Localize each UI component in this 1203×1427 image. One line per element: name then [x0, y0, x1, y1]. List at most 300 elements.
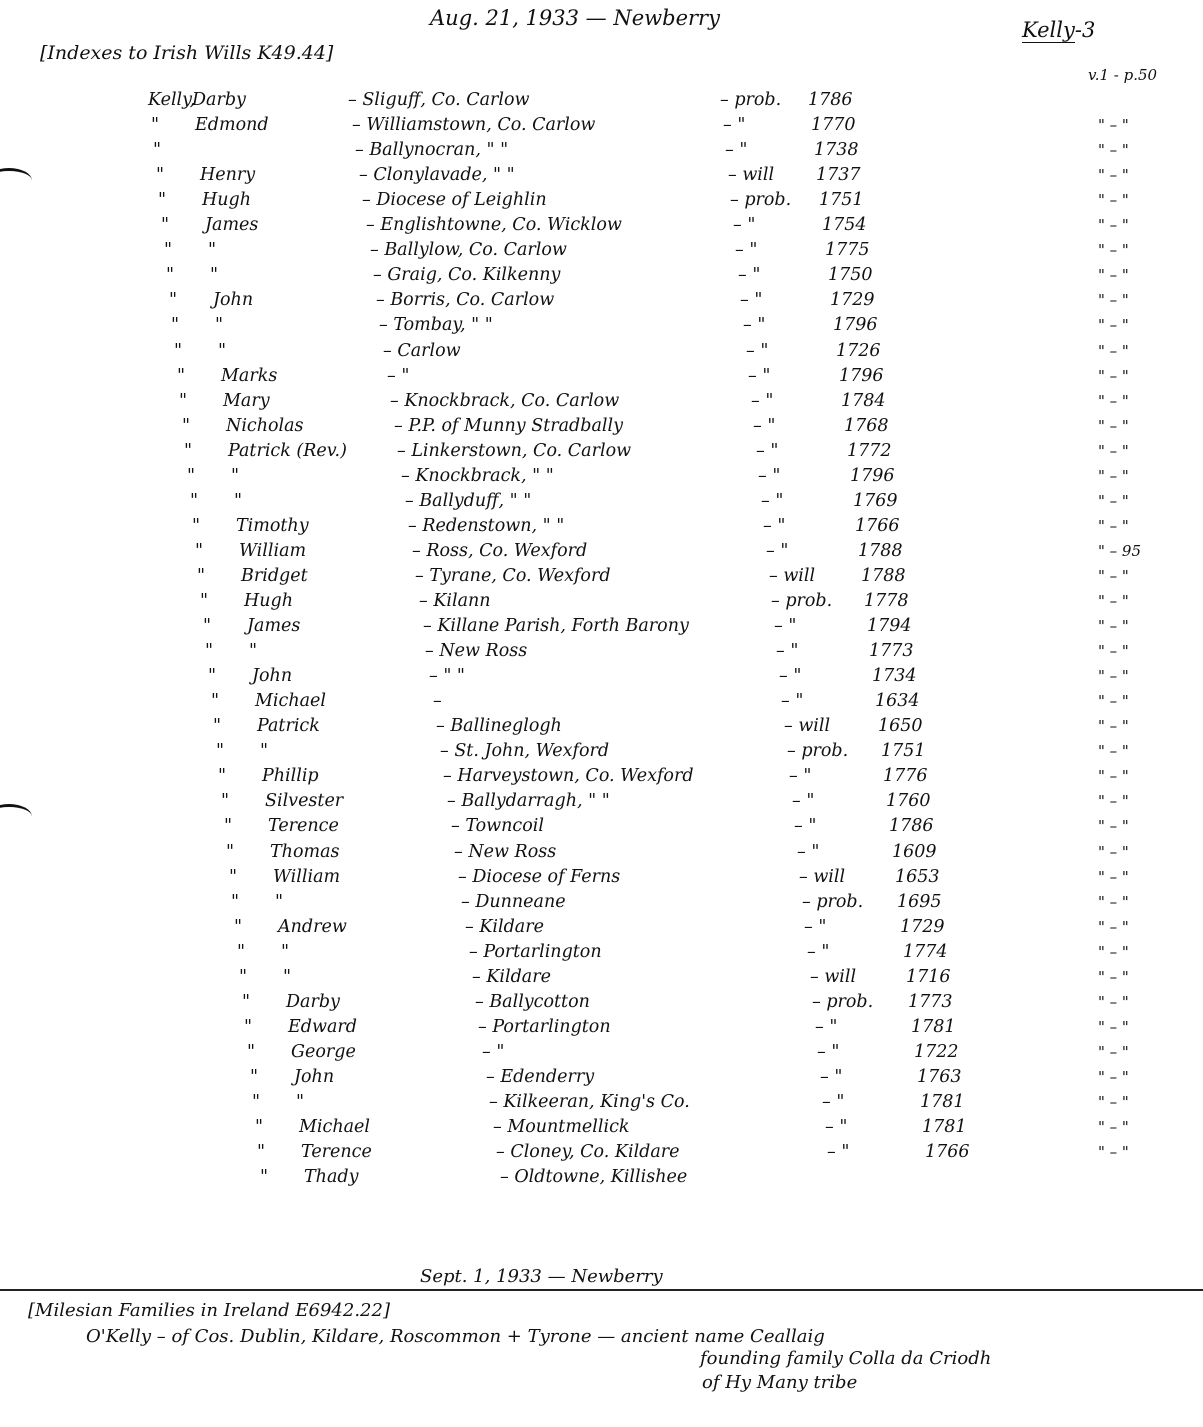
punch-hole-mark [0, 804, 32, 829]
entry-record-type: – " [817, 1042, 840, 1062]
will-entry-row [226, 840, 1180, 864]
entry-place: – Kilann [419, 591, 491, 611]
entry-volume-ref: " – " [1098, 792, 1129, 810]
entry-place: – Williamstown, Co. Carlow [352, 115, 596, 135]
entry-given-name: " [231, 466, 240, 486]
entry-year: 1751 [881, 741, 926, 761]
will-entry-row [203, 614, 1180, 638]
entry-place: – Kildare [465, 917, 544, 937]
entry-place: – Carlow [383, 341, 461, 361]
entry-record-type: – " [776, 641, 799, 661]
entry-place: – Tombay, " " [379, 315, 493, 335]
entry-record-type: – " [733, 215, 756, 235]
entry-surname: " [250, 1067, 259, 1087]
entry-given-name: Darby [286, 992, 340, 1012]
entry-record-type: – " [807, 942, 830, 962]
entry-record-type: – " [820, 1067, 843, 1087]
entry-given-name: Nicholas [226, 416, 304, 436]
entry-volume-ref: " – " [1098, 166, 1129, 184]
entry-given-name: John [252, 666, 293, 686]
entry-record-type: – " [740, 290, 763, 310]
will-entry-row [187, 464, 1180, 488]
entry-volume-ref: " – " [1098, 241, 1129, 259]
entry-place: – St. John, Wexford [440, 741, 610, 761]
entry-year: 1737 [816, 165, 861, 185]
will-entry-row [171, 313, 1180, 337]
will-entry-row [234, 915, 1180, 939]
entry-year: 1796 [833, 315, 878, 335]
entry-place: – Portarlington [478, 1017, 611, 1037]
entry-year: 1729 [900, 917, 945, 937]
entry-volume-ref: " – " [1098, 266, 1129, 284]
entry-place: – [433, 691, 442, 711]
entry-record-type: – " [789, 766, 812, 786]
entry-given-name: Thomas [270, 842, 340, 862]
entry-volume-ref: " – " [1098, 417, 1129, 435]
entry-record-type: – " [763, 516, 786, 536]
entry-record-type: – " [827, 1142, 850, 1162]
footer-note-line-1: O'Kelly – of Cos. Dublin, Kildare, Roscommon + Tyrone — ancient name Ceallaig [86, 1326, 825, 1347]
punch-hole-mark [0, 168, 32, 193]
entry-year: 1729 [830, 290, 875, 310]
entry-volume-ref: " – " [1098, 116, 1129, 134]
entry-volume-ref: " – " [1098, 141, 1129, 159]
entry-record-type: – " [822, 1092, 845, 1112]
page-ref-name: Kelly [1022, 18, 1075, 42]
entry-record-type: – will [799, 867, 846, 887]
entry-given-name: Terence [301, 1142, 372, 1162]
entry-place: – Dunneane [461, 892, 566, 912]
entry-year: 1766 [925, 1142, 970, 1162]
entry-given-name: Thady [304, 1167, 359, 1187]
entry-surname: " [177, 366, 186, 386]
will-entry-row [260, 1165, 1180, 1189]
entry-given-name: " [283, 967, 292, 987]
entry-given-name: " [210, 265, 219, 285]
entry-given-name: " [215, 315, 224, 335]
entry-year: 1734 [872, 666, 917, 686]
entry-place: – " [482, 1042, 505, 1062]
entry-record-type: – " [743, 315, 766, 335]
entry-volume-ref: " – " [1098, 291, 1129, 309]
entry-surname: " [242, 992, 251, 1012]
entry-place: – New Ross [454, 842, 557, 862]
will-entry-row [242, 990, 1180, 1014]
entry-place: – Portarlington [469, 942, 602, 962]
entry-place: – Killane Parish, Forth Barony [423, 616, 689, 636]
will-entry-row [252, 1090, 1180, 1114]
entry-volume-ref: " – " [1098, 442, 1129, 460]
entry-surname: " [255, 1117, 264, 1137]
entry-given-name: Michael [255, 691, 326, 711]
entry-year: 1788 [858, 541, 903, 561]
entry-volume-ref: " – " [1098, 492, 1129, 510]
entry-given-name: Timothy [236, 516, 309, 536]
entry-surname: " [158, 190, 167, 210]
entry-place: – Englishtowne, Co. Wicklow [366, 215, 622, 235]
entry-given-name: Andrew [278, 917, 347, 937]
will-entry-row [200, 589, 1180, 613]
entry-surname: " [187, 466, 196, 486]
entry-surname: " [216, 741, 225, 761]
will-entry-row [190, 489, 1180, 513]
entry-given-name: " [296, 1092, 305, 1112]
will-entry-row [182, 414, 1180, 438]
entry-surname: " [164, 240, 173, 260]
will-entry-row [161, 213, 1180, 237]
entry-record-type: – " [779, 666, 802, 686]
entry-place: – Kildare [472, 967, 551, 987]
entry-given-name: Phillip [262, 766, 319, 786]
entry-surname: " [224, 816, 233, 836]
entry-year: 1768 [844, 416, 889, 436]
entry-given-name: " [275, 892, 284, 912]
entry-surname: " [205, 641, 214, 661]
will-entry-row [213, 714, 1180, 738]
entry-surname: " [231, 892, 240, 912]
entry-surname: " [200, 591, 209, 611]
header-date-line: Aug. 21, 1933 — Newberry [430, 6, 720, 30]
entry-place: – New Ross [425, 641, 528, 661]
will-entry-row [195, 539, 1180, 563]
entry-record-type: – " [774, 616, 797, 636]
entry-surname: " [182, 416, 191, 436]
entry-given-name: William [273, 867, 341, 887]
entry-given-name: Edmond [195, 115, 269, 135]
entry-volume-ref: " – " [1098, 893, 1129, 911]
will-entry-row [177, 364, 1180, 388]
entry-place: – " " [429, 666, 465, 686]
entry-place: – Mountmellick [493, 1117, 630, 1137]
entry-record-type: – will [728, 165, 775, 185]
entry-year: 1778 [864, 591, 909, 611]
entry-record-type: – " [766, 541, 789, 561]
entry-year: 1716 [906, 967, 951, 987]
will-entry-row [192, 514, 1180, 538]
entry-volume-ref: " – " [1098, 642, 1129, 660]
entry-year: 1796 [850, 466, 895, 486]
entry-place: – Cloney, Co. Kildare [496, 1142, 680, 1162]
entry-place: – Ballycotton [475, 992, 590, 1012]
entry-given-name: " [234, 491, 243, 511]
entry-volume-ref: " – " [1098, 868, 1129, 886]
entry-given-name: " [281, 942, 290, 962]
entry-year: 1722 [914, 1042, 959, 1062]
entry-surname: " [229, 867, 238, 887]
entry-record-type: – " [804, 917, 827, 937]
footer-note-line-2: founding family Colla da Criodh [700, 1348, 992, 1369]
entry-record-type: – " [735, 240, 758, 260]
entry-surname: " [226, 842, 235, 862]
entry-volume-ref: " – " [1098, 717, 1129, 735]
entry-year: 1788 [861, 566, 906, 586]
entry-surname: " [203, 616, 212, 636]
entry-surname: " [211, 691, 220, 711]
will-entry-row [151, 113, 1180, 137]
entry-record-type: – " [815, 1017, 838, 1037]
entry-record-type: – " [725, 140, 748, 160]
entry-year: 1781 [920, 1092, 965, 1112]
entry-year: 1769 [853, 491, 898, 511]
entry-given-name: Patrick [257, 716, 320, 736]
entry-year: 1774 [903, 942, 948, 962]
entry-volume-ref: " – " [1098, 1093, 1129, 1111]
entry-year: 1766 [855, 516, 900, 536]
entry-year: 1775 [825, 240, 870, 260]
will-entry-row [229, 865, 1180, 889]
entry-year: 1773 [869, 641, 914, 661]
page-ref-number: -3 [1074, 18, 1096, 42]
footer-source-citation: [Milesian Families in Ireland E6942.22] [28, 1300, 390, 1321]
entry-place: – Edenderry [486, 1067, 595, 1087]
entry-year: 1738 [814, 140, 859, 160]
entry-given-name: James [205, 215, 259, 235]
entry-surname: " [161, 215, 170, 235]
will-entry-row [166, 263, 1180, 287]
entry-year: 1763 [917, 1067, 962, 1087]
entry-place: – Ross, Co. Wexford [412, 541, 588, 561]
entry-place: – Knockbrack, Co. Carlow [390, 391, 620, 411]
entry-year: 1796 [839, 366, 884, 386]
will-entry-row [164, 238, 1180, 262]
entry-volume-ref: " – " [1098, 1043, 1129, 1061]
will-entry-row [184, 439, 1180, 463]
entry-record-type: – " [758, 466, 781, 486]
entry-given-name: Hugh [244, 591, 294, 611]
will-entry-row [208, 664, 1180, 688]
will-entry-row [239, 965, 1180, 989]
entry-year: 1653 [895, 867, 940, 887]
entry-volume-ref: " – " [1098, 1118, 1129, 1136]
entry-surname: " [174, 341, 183, 361]
entry-surname: " [244, 1017, 253, 1037]
will-entry-row [211, 689, 1180, 713]
entry-year: 1770 [811, 115, 856, 135]
will-entry-row [237, 940, 1180, 964]
entry-given-name: " [208, 240, 217, 260]
entry-place: – Towncoil [451, 816, 544, 836]
section-divider [0, 1289, 1203, 1291]
entry-surname: " [260, 1167, 269, 1187]
entry-given-name: Patrick (Rev.) [228, 441, 347, 461]
will-entry-row [255, 1115, 1180, 1139]
entry-volume-ref: " – " [1098, 191, 1129, 209]
entry-surname: " [213, 716, 222, 736]
entry-surname: " [208, 666, 217, 686]
entry-year: 1750 [828, 265, 873, 285]
entry-volume-ref: " – " [1098, 342, 1129, 360]
entry-surname: " [252, 1092, 261, 1112]
entry-surname: " [156, 165, 165, 185]
entry-year: 1726 [836, 341, 881, 361]
entry-given-name: George [291, 1042, 356, 1062]
entry-volume-ref: " – " [1098, 316, 1129, 334]
entry-year: 1751 [819, 190, 864, 210]
entry-place: – " [387, 366, 410, 386]
entry-place: – P.P. of Munny Stradbally [394, 416, 623, 436]
entry-given-name: Bridget [241, 566, 308, 586]
entry-surname: " [197, 566, 206, 586]
will-entry-row [174, 339, 1180, 363]
entry-surname: " [257, 1142, 266, 1162]
entry-record-type: – " [797, 842, 820, 862]
entry-given-name: " [249, 641, 258, 661]
will-entry-row [231, 890, 1180, 914]
entry-volume-ref: " – " [1098, 567, 1129, 585]
footer-note-line-3: of Hy Many tribe [702, 1372, 858, 1393]
entry-surname: " [239, 967, 248, 987]
entry-year: 1784 [841, 391, 886, 411]
entry-surname: " [190, 491, 199, 511]
entry-volume-ref: " – " [1098, 216, 1129, 234]
entry-year: 1786 [808, 90, 853, 110]
entry-record-type: – will [769, 566, 816, 586]
entry-surname: " [192, 516, 201, 536]
will-entry-row [179, 389, 1180, 413]
entry-place: – Ballynocran, " " [355, 140, 509, 160]
entry-volume-ref: " – " [1098, 1143, 1129, 1161]
will-entry-row [221, 789, 1180, 813]
entry-place: – Diocese of Ferns [458, 867, 621, 887]
entry-record-type: – " [794, 816, 817, 836]
entry-volume-ref: " – " [1098, 617, 1129, 635]
entry-place: – Ballineglogh [436, 716, 562, 736]
entry-record-type: – will [784, 716, 831, 736]
entry-year: 1781 [922, 1117, 967, 1137]
entry-volume-ref: " – " [1098, 517, 1129, 535]
entry-given-name: Silvester [265, 791, 344, 811]
entry-record-type: – " [723, 115, 746, 135]
volume-page-reference: v.1 - p.50 [1088, 66, 1158, 84]
entry-given-name: Hugh [202, 190, 252, 210]
entry-surname: " [184, 441, 193, 461]
will-entry-row [224, 814, 1180, 838]
entry-volume-ref: " – " [1098, 943, 1129, 961]
entry-place: – Ballyduff, " " [405, 491, 532, 511]
entry-surname: " [153, 140, 162, 160]
source-citation: [Indexes to Irish Wills K49.44] [40, 42, 334, 64]
entry-record-type: – " [756, 441, 779, 461]
entry-record-type: – " [738, 265, 761, 285]
entry-surname: " [179, 391, 188, 411]
will-entry-row [250, 1065, 1180, 1089]
entry-surname: " [195, 541, 204, 561]
entry-given-name: " [218, 341, 227, 361]
entry-place: – Oldtowne, Killishee [500, 1167, 688, 1187]
entry-record-type: – will [810, 967, 857, 987]
entry-surname: " [237, 942, 246, 962]
entry-given-name: Mary [223, 391, 270, 411]
will-entry-row [197, 564, 1180, 588]
will-entry-row [148, 88, 1180, 112]
entry-volume-ref: " – " [1098, 993, 1129, 1011]
entry-year: 1772 [847, 441, 892, 461]
entry-surname: " [218, 766, 227, 786]
entry-given-name: John [294, 1067, 335, 1087]
entry-place: – Knockbrack, " " [401, 466, 554, 486]
entry-surname: " [151, 115, 160, 135]
entry-year: 1695 [897, 892, 942, 912]
entry-year: 1773 [908, 992, 953, 1012]
footer-date-line: Sept. 1, 1933 — Newberry [420, 1266, 663, 1287]
entry-given-name: Edward [288, 1017, 357, 1037]
entry-volume-ref: " – " [1098, 692, 1129, 710]
entry-place: – Clonylavade, " " [359, 165, 515, 185]
entry-volume-ref: " – " [1098, 843, 1129, 861]
will-entry-row [247, 1040, 1180, 1064]
entry-volume-ref: " – " [1098, 918, 1129, 936]
entry-record-type: – prob. [812, 992, 874, 1012]
entry-year: 1760 [886, 791, 931, 811]
entry-record-type: – " [761, 491, 784, 511]
entry-record-type: – " [746, 341, 769, 361]
entry-place: – Diocese of Leighlin [362, 190, 547, 210]
entry-record-type: – " [825, 1117, 848, 1137]
entry-volume-ref: " – 95 [1098, 542, 1142, 560]
entry-given-name: William [239, 541, 307, 561]
entry-volume-ref: " – " [1098, 467, 1129, 485]
entry-given-name: Terence [268, 816, 339, 836]
entry-volume-ref: " – " [1098, 742, 1129, 760]
entry-given-name: Darby [192, 90, 246, 110]
entry-given-name: John [213, 290, 254, 310]
entry-place: – Tyrane, Co. Wexford [415, 566, 611, 586]
entry-volume-ref: " – " [1098, 667, 1129, 685]
entry-record-type: – prob. [720, 90, 782, 110]
entry-record-type: – prob. [771, 591, 833, 611]
entry-place: – Kilkeeran, King's Co. [489, 1092, 690, 1112]
entry-given-name: James [247, 616, 301, 636]
entry-record-type: – prob. [802, 892, 864, 912]
entry-volume-ref: " – " [1098, 817, 1129, 835]
entry-volume-ref: " – " [1098, 392, 1129, 410]
entry-surname: " [166, 265, 175, 285]
will-entry-row [218, 764, 1180, 788]
entry-place: – Ballylow, Co. Carlow [370, 240, 567, 260]
will-entry-row [257, 1140, 1180, 1164]
entry-record-type: – prob. [787, 741, 849, 761]
will-entry-row [244, 1015, 1180, 1039]
entry-year: 1776 [883, 766, 928, 786]
entry-place: – Sliguff, Co. Carlow [348, 90, 530, 110]
entry-year: 1781 [911, 1017, 956, 1037]
entry-record-type: – prob. [730, 190, 792, 210]
entry-surname: " [169, 290, 178, 310]
entry-given-name: Marks [221, 366, 278, 386]
will-entry-row [158, 188, 1180, 212]
entry-place: – Harveystown, Co. Wexford [443, 766, 694, 786]
will-entry-row [153, 138, 1180, 162]
entry-surname: " [171, 315, 180, 335]
entry-surname: " [234, 917, 243, 937]
entry-given-name: Henry [200, 165, 256, 185]
entry-record-type: – " [753, 416, 776, 436]
will-entry-row [156, 163, 1180, 187]
entry-surname: Kelly, [148, 90, 196, 110]
entry-record-type: – " [781, 691, 804, 711]
entry-volume-ref: " – " [1098, 592, 1129, 610]
entry-volume-ref: " – " [1098, 1068, 1129, 1086]
entry-volume-ref: " – " [1098, 968, 1129, 986]
entry-year: 1786 [889, 816, 934, 836]
entry-record-type: – " [792, 791, 815, 811]
entry-given-name: Michael [299, 1117, 370, 1137]
entry-surname: " [221, 791, 230, 811]
entry-year: 1754 [822, 215, 867, 235]
page-reference [1022, 18, 1095, 42]
will-entry-row [205, 639, 1180, 663]
entry-surname: " [247, 1042, 256, 1062]
